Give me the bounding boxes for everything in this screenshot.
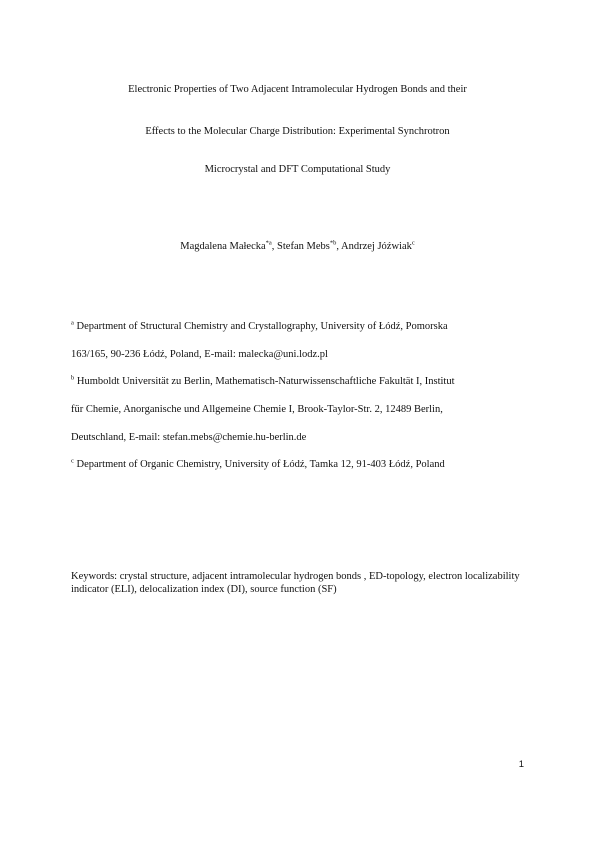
keywords-paragraph: Keywords: crystal structure, adjacent intramolecular hydrogen bonds , ED-topology, electron localizability indicator (ELI), delocalization index (DI), source function (SF) [71, 571, 520, 595]
author-affiliation-mark: *a [265, 239, 272, 247]
affiliation-b-line-2: für Chemie, Anorganische und Allgemeine Chemie I, Brook-Taylor-Str. 2, 12489 Berlin, [71, 404, 443, 415]
title-line-1: Electronic Properties of Two Adjacent Intramolecular Hydrogen Bonds and their [128, 84, 467, 95]
affiliation-b-line-3: Deutschland, E-mail: stefan.mebs@chemie.hu-berlin.de [71, 432, 307, 443]
affiliation-mark: b [71, 374, 75, 382]
affiliation-text: Humboldt Universität zu Berlin, Mathematisch-Naturwissenschaftliche Fakultät I, Institut [74, 376, 455, 387]
author-affiliation-mark: *b [329, 239, 337, 247]
affiliation-b-line-1 [71, 375, 455, 388]
affiliation-text: Department of Structural Chemistry and Crystallography, University of Łódź, Pomorska [73, 321, 448, 332]
affiliation-mark: a [71, 319, 74, 327]
affiliation-mark: c [71, 457, 74, 465]
author-separator: , [271, 241, 278, 252]
affiliation-c-line-1 [71, 458, 445, 471]
author-list [0, 240, 595, 253]
author-name: Magdalena Małecka [180, 241, 266, 252]
author-separator: , [336, 241, 342, 252]
affiliation-a-line-2: 163/165, 90-236 Łódź, Poland, E-mail: malecka@uni.lodz.pl [71, 349, 328, 360]
title-line-3: Microcrystal and DFT Computational Study [204, 164, 391, 175]
affiliation-text: Department of Organic Chemistry, University of Łódź, Tamka 12, 91-403 Łódź, Poland [73, 459, 445, 470]
author-affiliation-mark: c [411, 239, 415, 247]
page-number: 1 [518, 759, 524, 770]
affiliation-a-line-1 [71, 320, 448, 333]
title-line-2: Effects to the Molecular Charge Distribution: Experimental Synchrotron [145, 126, 450, 137]
author-name: Stefan Mebs [277, 241, 330, 252]
author-name: Andrzej Jóźwiak [341, 241, 412, 252]
